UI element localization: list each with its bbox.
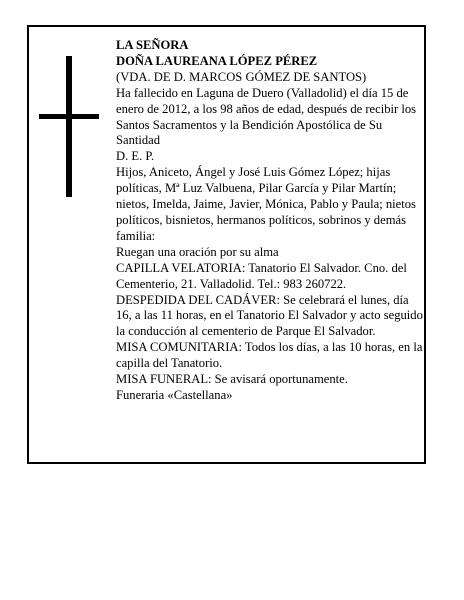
community-mass-info: MISA COMUNITARIA: Todos los días, a las 10 horas, en la capilla del Tanatorio. bbox=[116, 340, 423, 371]
wake-chapel-info: CAPILLA VELATORIA: Tanatorio El Salvador. Cno. del Cementerio, 21. Valladolid. Tel.: 983 260722. bbox=[116, 260, 407, 291]
prayer-request: Ruegan una oración por su alma bbox=[116, 244, 279, 259]
obituary-notice bbox=[27, 25, 426, 464]
notice-title-line-1: LA SEÑORA bbox=[116, 38, 189, 52]
notice-text bbox=[116, 38, 426, 404]
cross-icon bbox=[39, 56, 99, 197]
funeral-home: Funeraria «Castellana» bbox=[116, 387, 233, 402]
cross-vertical-bar bbox=[66, 56, 72, 197]
funeral-mass-info: MISA FUNERAL: Se avisará oportunamente. bbox=[116, 372, 348, 387]
death-announcement: Ha fallecido en Laguna de Duero (Valladolid) el día 15 de enero de 2012, a los 98 años de edad, después de recibir los Santos Sacramentos y la Bendición Apostólica de Su Santidad bbox=[116, 85, 417, 148]
cross-horizontal-bar bbox=[39, 114, 99, 119]
deceased-name: DOÑA LAUREANA LÓPEZ PÉREZ bbox=[116, 53, 318, 68]
widow-line: (VDA. DE D. MARCOS GÓMEZ DE SANTOS) bbox=[116, 69, 367, 84]
dep-line: D. E. P. bbox=[116, 149, 155, 164]
family-list: Hijos, Aniceto, Ángel y José Luis Gómez López; hijas políticas, Mª Luz Valbuena, Pilar García y Pilar Martín; nietos, Imelda, Jaime, Javier, Mónica, Pablo y Paula; nietos políticos, bisnietos, hermanos políticos, sobrinos y demás familia: bbox=[116, 165, 416, 243]
farewell-info: DESPEDIDA DEL CADÁVER: Se celebrará el lunes, día 16, a las 11 horas, en el Tanatorio El Salvador y acto seguido la conducción al cementerio de Parque El Salvador. bbox=[116, 292, 423, 339]
